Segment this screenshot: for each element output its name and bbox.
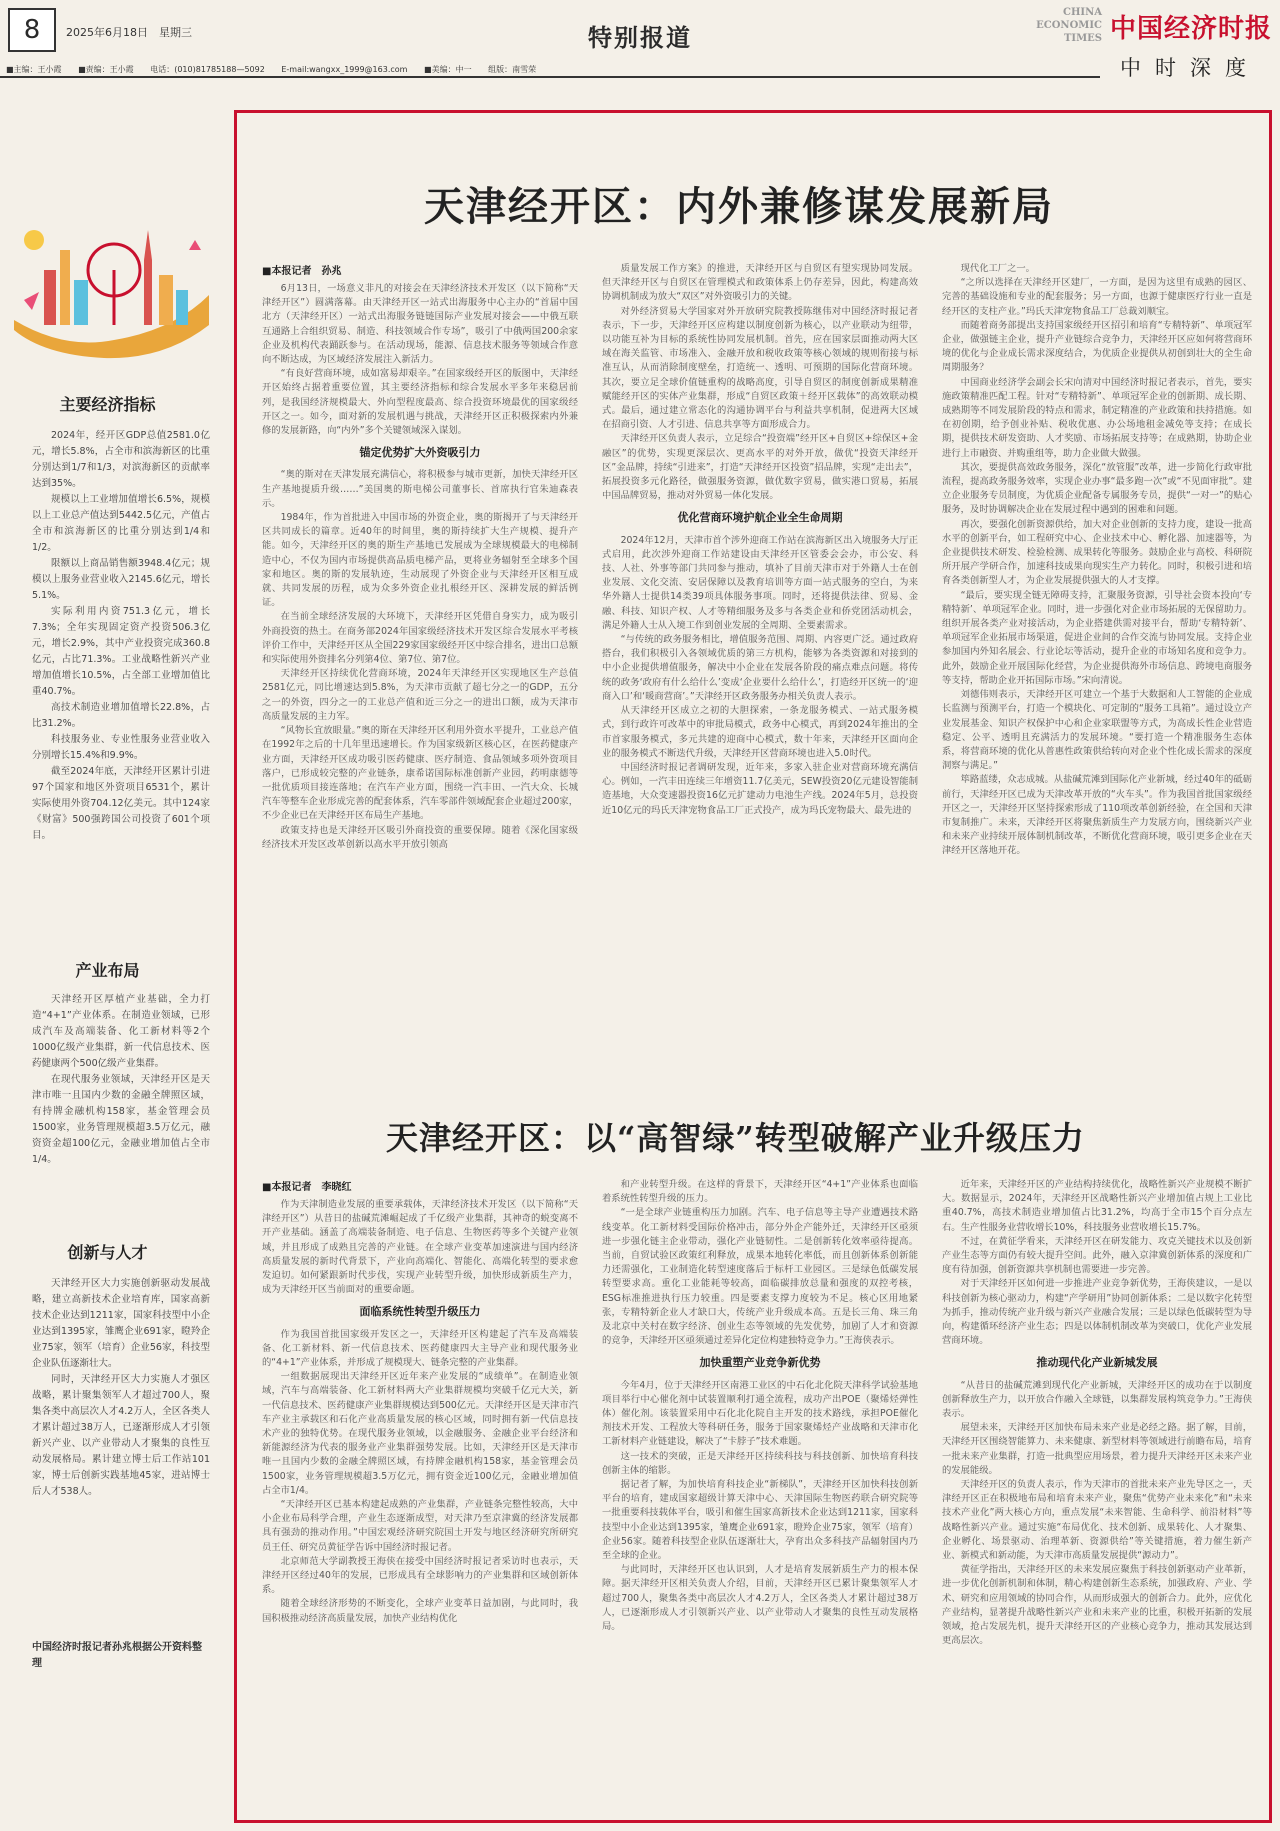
logo-english: CHINA ECONOMIC TIMES	[1036, 7, 1102, 44]
sidebar-heading: 产业布局	[75, 961, 140, 980]
article-paragraph: 中国经济时报记者调研发现，近年来，多家入驻企业对营商环境充满信心。例如，一汽丰田连续三年增资11.7亿美元，SEW投资20亿元建设智能制造基地，大众变速器投资16亿元扩建动力电池生产线。2024年5月，总投资近10亿元的玛氏天津宠物食品工厂正式投产，成为玛氏宠物最大、最先进的	[602, 761, 918, 816]
article-paragraph: 质量发展工作方案》的推进，天津经开区与自贸区有望实现协同发展。但天津经开区与自贸区在管理模式和政策体系上仍存差异，因此，构建高效协调机制成为放大“双区”对外资吸引力的关键。	[602, 263, 918, 303]
article-column	[262, 282, 578, 1077]
article-paragraph: “天津经开区已基本构建起成熟的产业集群，产业链条完整性较高，大中小企业布局科学合理，产业生态逐渐成型，对天津乃至京津冀的经济发展都具有强劲的推动作用。”中国宏观经济研究院国土开发与地区经济研究所研究员王任、研究员黄征学告诉中国经济时报记者。	[262, 1499, 578, 1553]
article-paragraph: 而随着商务部提出支持国家级经开区招引和培育“专精特新”、单项冠军企业，做强链主企业，提升产业链综合竞争力，天津经开区应如何将营商环境的优化与企业成长需求深度结合，为优质企业提供从初创到壮大的全生命周期服务？	[942, 319, 1252, 374]
article-paragraph: 展望未来，天津经开区加快布局未来产业是必经之路。据了解，目前，天津经开区围绕智能算力、未来健康、新型材料等领域进行前瞻布局，培育一批未来产业集群，打造一批典型应用场景，着力提升天津经开区未来产业的发展能级。	[942, 1422, 1252, 1476]
article-paragraph: 再次，要强化创新资源供给，加大对企业创新的支持力度，建设一批高水平的创新平台，如工程研究中心、企业技术中心、孵化器、加速器等，为企业提供技术研发、检验检测、成果转化等服务。鼓励企业与高校、科研院所开展产学研合作，加速科技成果向现实生产力转化。同时，积极引进和培育各类创新型人才，为企业发展提供强大的人才支撑。	[942, 518, 1252, 587]
sidebar-heading: 主要经济指标	[59, 395, 156, 414]
article-paragraph: 对于天津经开区如何进一步推进产业竞争新优势，王海侠建议，一是以科技创新为核心驱动力，构建“产学研用”协同创新体系；二是以数字化转型为抓手，推动传统产业升级与新兴产业融合发展；三是以绿色低碳转型为导向，构建循环经济产业生态；四是以体制机制改革为突破口，优化产业发展营商环境。	[942, 1278, 1252, 1347]
sidebar-paragraph: 天津经开区大力实施创新驱动发展战略，建立高新技术企业培育库，国家高新技术企业达到1211家，国家科技型中小企业达到1395家，雏鹰企业691家，瞪羚企业75家，领军（培育）企业56家，科技型企业队伍逐渐壮大。	[32, 1278, 210, 1369]
article-paragraph: 1984年，作为首批进入中国市场的外资企业，奥的斯揭开了与天津经开区共同成长的篇章。近40年的时间里，奥的斯持续扩大生产规模、提升产能。如今，天津经开区的奥的斯生产基地已发展成为全球规模最大的电梯制造中心，不仅为国内市场提供高品质电梯产品，更将业务辐射至全球多个国家和地区。奥的斯的发展轨迹，生动展现了外资企业与天津经开区相互成就、共同发展的历程，成为众多外资企业扎根经开区、深耕发展的鲜活例证。	[262, 512, 578, 609]
sidebar-paragraph: 同时，天津经开区大力实施人才强区战略，累计聚集领军人才超过700人，聚集各类中高层次人才4.2万人，全区各类人才累计超过38万人，已逐渐形成人才引领新兴产业、以产业带动人才聚集的良性互动发展格局。累计建立博士后工作站101家，博士后创新实践基地45家，进站博士后人才538人。	[32, 1374, 210, 1497]
page-number: 8	[8, 8, 56, 52]
article-paragraph: 对外经济贸易大学国家对外开放研究院教授陈继伟对中国经济时报记者表示，下一步，天津经开区应构建以制度创新为核心，以产业联动为纽带，以功能互补为目标的系统性协同发展机制。首先，应在国家层面推动两大区域在海关监管、市场准入、金融开放和税收政策等核心领域的规则衔接与标准互认，从而消除制度壁垒，打造统一、透明、可预期的国际化营商环境。其次，要立足全球价值链重构的战略高度，引导自贸区的制度创新成果精准赋能经开区的实体产业集群，形成“自贸区政策＋经开区载体”的高效联动模式。最后，通过建立常态化的沟通协调平台与利益共享机制，促进两大区域在招商引资、人才引进、信息共享等方面形成合力。	[602, 305, 918, 431]
article-headline: 天津经开区：内外兼修谋发展新局	[424, 183, 1054, 230]
article-paragraph: 这一技术的突破，正是天津经开区持续科技与科技创新、加快培育科技创新主体的缩影。	[602, 1450, 918, 1476]
sidebar-text	[32, 992, 210, 1168]
credit-item: E-mail:wangxx_1999@163.com	[281, 65, 408, 74]
article-paragraph: 中国商业经济学会副会长宋向清对中国经济时报记者表示，首先，要实施政策精准匹配工程。针对“专精特新”、单项冠军企业的创新期、成长期、成熟期等不同发展阶段的特点和需求，制定精准的产业政策和扶持措施。如在初创期，给予创业补贴、税收优惠、办公场地租金减免等支持；在成长期，提供技术研发资助、人才奖励、市场拓展支持等；在成熟期，协助企业进行上市融资、并购重组等，助力企业做大做强。	[942, 376, 1252, 459]
article-paragraph: 黄征学指出，天津经开区的未来发展应聚焦于科技创新驱动产业革新，进一步优化创新机制和体制，精心构建创新生态系统，加强政府、产业、学术、研究和应用领域的协同合作，从而形成强大的创新合力。此外，应优化产业结构，显著提升战略性新兴产业和未来产业的比重，积极开拓新的发展领域，抢占发展先机，提升天津经开区的产业核心竞争力，推动其发展达到更高层次。	[942, 1564, 1252, 1647]
article-paragraph: 刘德伟则表示，天津经开区可建立一个基于大数据和人工智能的企业成长监测与预测平台，打造一个模块化、可定制的“服务工具箱”。通过设立产业发展基金、知识产权保护中心和企业家联盟等方式，为高成长性企业营造稳定、公平、透明且充满活力的发展环境。“要打造一个精准服务生态体系，将营商环境的优化从普惠性政策供给转向对企业个性化成长需求的深度洞察与满足。”	[942, 689, 1252, 772]
sidebar-paragraph: 高技术制造业增加值增长22.8%，占比31.2%。	[32, 702, 210, 729]
article-paragraph: 今年4月，位于天津经开区南港工业区的中石化北化院天津科学试验基地项目举行中心催化剂中试装置顺利打通全流程，成功产出POE（聚烯烃弹性体）催化剂。该装置采用中石化北化院自主开发的技术路线，承担POE催化剂技术开发、工程放大等科研任务，服务于国家聚烯烃产业战略和天津市化工新材料产业链建设，解决了“卡脖子”技术难题。	[602, 1379, 918, 1448]
article-paragraph: “有良好营商环境，成如富易却艰辛。”在国家级经开区的版图中，天津经开区始终占据着重要位置，其主要经济指标和综合发展水平多年来稳居前列，是我国经济规模最大、外向型程度最高、综合投资环境最优的国家级经开区之一。如今，面对新的发展机遇与挑战，天津经开区正积极探索内外兼修的发展新路，向“内外”多个关键领域深入谋划。	[262, 368, 578, 437]
article-subheading: 推动现代化产业新城发展	[1036, 1356, 1158, 1370]
article-column	[942, 262, 1252, 1077]
article-column	[942, 1178, 1252, 1808]
sidebar-paragraph: 规模以上工业增加值增长6.5%，规模以上工业总产值达到5442.5亿元，产值占全市和滨海新区的比重分别达到1/4和1/2。	[32, 494, 210, 553]
sidebar-paragraph: 截至2024年底，天津经开区累计引进97个国家和地区外资项目6531个，累计实际使用外资704.12亿美元。其中124家《财富》500强跨国公司投资了601个项目。	[32, 766, 210, 841]
article-subheading: 面临系统性转型升级压力	[359, 1305, 481, 1319]
sidebar-paragraph: 在现代服务业领域，天津经开区是天津市唯一且国内少数的金融全牌照区域，有持牌金融机构158家，基金管理会员1500家，业务管理规模超3.5万亿元，融资资金超100亿元，金融业增加值占全市1/4。	[32, 1074, 210, 1165]
sidebar-paragraph: 天津经开区厚植产业基础，全力打造“4+1”产业体系。在制造业领域，已形成汽车及高端装备、化工新材料等2个1000亿级产业集群，新一代信息技术、医药健康两个500亿级产业集群。	[32, 994, 210, 1069]
article-byline: ■本报记者 李晓红	[262, 1182, 352, 1193]
article-paragraph: 北京师范大学副教授王海侠在接受中国经济时报记者采访时也表示，天津经开区经过40年的发展，已形成具有全球影响力的产业集群和区域创新体系。	[262, 1555, 578, 1596]
sidebar-source-note: 中国经济时报记者孙兆根据公开资料整理	[32, 1642, 202, 1669]
article-paragraph: 筚路蓝缕，众志成城。从盐碱荒滩到国际化产业新城，经过40年的砥砺前行，天津经开区已成为天津改革开放的“火车头”。作为我国首批国家级经开区之一，天津经开区坚持探索形成了110项改革创新经验，在全国和天津市复制推广。未来，天津经开区将聚焦新质生产力发展方向，围绕新兴产业和未来产业持续开展体制机制改革，不断优化营商环境，吸引更多企业在天津经开区落地开花。	[942, 774, 1252, 857]
article-paragraph: “从昔日的盐碱荒滩到现代化产业新城，天津经开区的成功在于以制度创新释放生产力，以开放合作融入全球链，以集群发展构筑竞争力。”王海侠表示。	[942, 1379, 1252, 1420]
article-paragraph: 天津经开区的负责人表示，作为天津市的首批未来产业先导区之一，天津经开区正在积极地布局和培育未来产业，聚焦“优势产业未来化”和“未来技术产业化”两大核心方向，重点发展“未来智能、生命科学、前沿材料”等战略性新兴产业。通过实施“布局优化、技术创新、成果转化、人才聚集、企业孵化、场景驱动、治理革新、资源供给”等关键措施，着力催生新产业、新模式和新动能，为天津市高质量发展提供“源动力”。	[942, 1479, 1252, 1562]
article-paragraph: 政策支持也是天津经开区吸引外商投资的重要保障。随着《深化国家级经济技术开发区改革创新以高水平开放引领高	[262, 824, 578, 850]
article-paragraph: 其次，要提供高效政务服务，深化“放管服”改革，进一步简化行政审批流程，提高政务服务效率，实现企业办事“最多跑一次”或“不见面审批”。建立企业服务专员制度，为优质企业配备专属服务专员，提供“一对一”的贴心服务，及时协调解决企业在发展过程中遇到的困难和问题。	[942, 461, 1252, 516]
article-paragraph: “一是全球产业链重构压力加剧。汽车、电子信息等主导产业遭遇技术路线变革。化工新材料受国际价格冲击，部分外企产能外迁，天津经开区亟须进一步强化链主企业带动，强化产业链韧性。二是创新转化效率亟待提高。当前，自贸试验区政策红利释放，成果本地转化率低，而且创新体系创新能力还需强化，工业制造化转型速度落后于标杆工业园区。三是绿色低碳发展转型要求高。重化工业能耗等较高，面临碳排放总量和强度的双控考核，ESG标准推进执行压力较重。四是要素支撑力度较为不足。核心区用地紧张，专精特新企业人才缺口大，传统产业升级成本高。五是长三角、珠三角及北京中关村在数字经济、创业生态等领域的先发优势，加剧了人才和资源的竞争，天津经开区亟须通过差异化定位构建独特竞争力。”王海侠表示。	[602, 1207, 918, 1347]
article-paragraph: 天津经开区负责人表示，立足综合“投资端”经开区+自贸区+综保区+金融区”的优势，实现更深层次、更高水平的对外开放，做优“投资天津经开区”金品牌，持续“引进来”，打造“天津经开区投资”招品牌，实现“走出去”，拓展投资多元化路径，做强服务资源，做优数字贸易，做实港口贸易，拓展中国品牌贸易，推动对外贸易一体化发展。	[602, 433, 918, 502]
article-paragraph: 作为我国首批国家级开发区之一，天津经开区构建起了汽车及高端装备、化工新材料、新一代信息技术、医药健康四大主导产业和现代服务业的“4+1”产业体系，并形成了规模现大、链条完整的产业集群。	[262, 1328, 578, 1369]
credit-item: ■美编：中一	[424, 65, 472, 74]
article-paragraph: 现代化工厂之一。	[960, 263, 1035, 274]
article-paragraph: 2024年12月，天津市首个涉外迎商工作站在滨海新区出入境服务大厅正式启用，此次涉外迎商工作站建设由天津经开区管委会会办，市公安、科技、人社、外事等部门共同参与推动，填补了目前天津市对于外籍人士在创业发展、文化交流、安居保障以及教育培训等方面一站式服务的空白，为来华外籍人士提供14类39项具体服务事项。同时，还将提供法律、贸易、金融、科技、知识产权、人才等精细服务及多与各类企业和侨党团活动机会，满足外籍人士从入境工作到创业发展的全周期、全要素需求。	[602, 534, 918, 631]
sidebar-paragraph: 限额以上商品销售额3948.4亿元；规模以上服务业营业收入2145.6亿元，增长5.1%。	[32, 558, 210, 601]
article-paragraph: 天津经开区持续优化营商环境，2024年天津经开区实现地区生产总值2581亿元，同比增速达到5.8%，为天津市贡献了超七分之一的GDP，五分之一的外资，四分之一的工业总产值和近三分之一的进出口额，成为天津市高质量发展的主力军。	[262, 668, 578, 722]
article-paragraph: “风物长宜放眼量。”奥的斯在天津经开区利用外资水平提升，工业总产值在1992年之后的十几年里迅速增长。作为国家级新区核心区，在医药健康产业方面，天津经开区成功吸引医药健康、医疗制造、食品领域多项外资项目落户，已形成较完整的产业链条，康希诺国际标准创新产业园，药明康德等一批优质项目接连落地；在汽车产业方面，围绕一汽丰田、一汽大众、长城汽车等整车企业形成完善的配套体系，汽车零部件领域配套企业超过200家，不少企业已在天津经开区布局生产基地。	[262, 725, 578, 822]
sidebar	[0, 180, 215, 1820]
article-paragraph: 作为天津制造业发展的重要承载体，天津经济技术开发区（以下简称“天津经开区”）从昔日的盐碱荒滩崛起成了千亿级产业集群，其神奇的蜕变离不开产业基础。涵盖了高端装备制造、电子信息、生物医药等多个关键产业领域，并且形成了成熟且完善的产业链。在全球产业变革加速演进与国内经济高质量发展的新时代背景下，产业向高端化、智能化、高端化转型的要求愈发迫切。如何紧跟新时代步伐，实现产业转型升级，加快形成新质生产力，成为天津经开区当前面对的重要命题。	[262, 1199, 578, 1296]
credit-item: ■责编：王小霞	[78, 65, 134, 74]
sidebar-text	[32, 1276, 210, 1500]
article-paragraph: 6月13日，一场意义非凡的对接会在天津经济技术开发区（以下简称“天津经开区”）圆满落幕。由天津经开区一站式出海服务中心主办的“首届中国北方（天津经开区）一站式出海服务链链国际产业发展对接会——中俄互联互通路上合组织贸易、制造、科技领域合作专场”，吸引了中俄两国200余家企业及机构代表踊跃参与。在活动现场，能源、信息技术服务等领域合作意向不断达成，为区域经济发展注入新活力。	[262, 283, 578, 366]
article-column	[262, 1198, 578, 1808]
article-paragraph: “奥的斯对在天津发展充满信心，将积极参与城市更新，加快天津经开区生产基地提质升级……”美国奥的斯电梯公司董事长、首席执行官朱迪森表示。	[262, 469, 578, 509]
sidebar-heading: 创新与人才	[67, 1243, 148, 1262]
sidebar-paragraph: 实际利用内资751.3亿元，增长7.3%；全年实现固定资产投资506.3亿元，增长2.9%，其中产业投资完成360.8亿元，占比71.3%。工业战略性新兴产业增加值增长10.5%，占全部工业增加值比重40.7%。	[32, 606, 210, 697]
article-paragraph: “与传统的政务服务相比，增值服务范围、周期、内容更广泛。通过政府搭台，我们积极引入各领域优质的第三方机构，能够为各类资源和对接到的中小企业提供增值服务，解决中小企业在发展各阶段的痛点难点问题。将传统的政务‘政府有什么给什么’变成‘企业要什么给什么’，打造经开区统一的‘迎商入口’和‘暖商营商’。”天津经开区政务服务办相关负责人表示。	[602, 634, 918, 702]
masthead	[0, 0, 1280, 80]
article-paragraph: 不过，在黄征学看来，天津经开区在研发能力、攻克关键技术以及创新产业生态等方面仍有较大提升空间。此外，融入京津冀创新体系的深度和广度有待加强，创新资源共享机制也需要进一步完善。	[942, 1235, 1252, 1276]
article-paragraph: 与此同时，天津经开区也认识到，人才是培育发展新质生产力的根本保障。据天津经开区相关负责人介绍，目前，天津经开区已累计聚集领军人才超过700人，聚集各类中高层次人才4.2万人，全区各类人才累计超过38万人，已逐渐形成人才引领新兴产业、以产业带动人才聚集的良性互动发展格局。	[602, 1564, 918, 1633]
article-subheading: 加快重塑产业竞争新优势	[699, 1356, 821, 1370]
newspaper-logo: 中国经济时报	[1110, 14, 1273, 44]
article-subheading: 优化营商环境护航企业全生命周期	[677, 511, 843, 525]
article-column	[602, 262, 918, 1077]
article-paragraph: 近年来，天津经开区的产业结构持续优化，战略性新兴产业规模不断扩大。数据显示，2024年，天津经开区战略性新兴产业增加值占规上工业比重40.7%，高技术制造业增加值占比31.2%，均高于全市15个百分点左右。生产性服务业营收增长10%，科技服务业营收增长15.7%。	[942, 1179, 1252, 1233]
article-subheading: 锚定优势扩大外资吸引力	[359, 446, 481, 460]
section-title: 特别报道	[588, 23, 692, 52]
article-paragraph: 一组数据展现出天津经开区近年来产业发展的“成绩单”。在制造业领域，汽车与高端装备、化工新材料两大产业集群规模均突破千亿元大关，新一代信息技术、医药健康产业集群规模达到500亿元。天津经开区是天津市汽车产业主承载区和石化产业高质量发展的核心区域，同时拥有新一代信息技术产业的独特优势。在现代服务业领域，以金融服务、金融企业平台经济和新能源经济为代表的服务业产业集群强势发展。比如，天津经开区是天津市唯一且国内少数的金融全牌照区域，有持牌金融机构158家，基金管理会员1500家，业务管理规模超3.5万亿元，拥有资金近100亿元，金融业增加值占全市1/4。	[262, 1371, 578, 1496]
credit-item: 组版：南雪荣	[488, 65, 537, 74]
article-paragraph: 在当前全球经济发展的大环境下，天津经开区凭借自身实力，成为吸引外商投资的热土。在商务部2024年国家级经济技术开发区综合发展水平考核评价工作中，天津经开区从全国229家国家级经开区中综合排名，进出口总额和实际使用外资排名分列第4位、第7位、第7位。	[262, 611, 578, 666]
credit-item: 电话：(010)81785188—5092	[150, 65, 265, 74]
issue-date: 2025年6月18日 星期三	[66, 26, 192, 39]
article-headline: 天津经开区：以“高智绿”转型破解产业升级压力	[386, 1119, 1085, 1157]
column-name: 中时深度	[1120, 56, 1260, 80]
article-paragraph: “最后，要实现全链无障碍支持，汇聚服务资源，引导社会资本投向‘专精特新’、单项冠军企业。同时，进一步强化对企业市场拓展的无保留助力。组织开展各类产业对接活动，为企业搭建供需对接平台，帮助‘专精特新’、单项冠军企业拓展市场渠道，促进企业间的合作交流与协同发展。支持企业参加国内外知名展会、行业论坛等活动，提升企业的市场知名度和竞争力。此外，鼓励企业开展国际化经营，为企业提供海外市场信息、跨境电商服务等支持，帮助企业开拓国际市场。”宋向清说。	[942, 589, 1252, 686]
editor-credits	[0, 62, 1100, 78]
article-byline: ■本报记者 孙兆	[262, 266, 342, 277]
tianjin-skyline-illustration	[4, 200, 219, 360]
article-paragraph: “之所以选择在天津经开区建厂，一方面，是因为这里有成熟的园区、完善的基础设施和专业的配套服务；另一方面，也源于健康医疗行业一直是经开区的支柱产业。”玛氏天津宠物食品工厂总裁刘顺宝。	[942, 277, 1252, 317]
article-paragraph: 据记者了解，为加快培育科技企业“新梯队”，天津经开区加快科技创新平台的培育，建成国家超级计算天津中心、天津国际生物医药联合研究院等一批重要科技载体平台，吸引和催生国家高新技术企业达到1211家，国家科技型中小企业达到1395家，雏鹰企业691家，瞪羚企业75家，领军（培育）企业56家。随着科技型企业队伍逐渐壮大，孕育出众多科技产品辐射国内乃至全球的企业。	[602, 1479, 918, 1562]
article-paragraph: 从天津经开区成立之初的大胆探索，一条龙服务模式、一站式服务模式，到行政许可改革中的审批局模式，政务中心模式，再到2024年推出的全市首家服务模式，多元共建的迎商中心模式，数十年来，天津经开区面向企业的服务模式不断迭代升级，天津经开区营商环境也进入5.0时代。	[602, 705, 918, 759]
article-paragraph: 随着全球经济形势的不断变化，全球产业变革日益加剧，与此同时，我国积极推动经济高质量发展，加快产业结构优化	[262, 1598, 578, 1624]
sidebar-text	[32, 428, 210, 844]
credit-item: ■主编：王小霞	[6, 65, 62, 74]
article-column	[602, 1178, 918, 1808]
sidebar-paragraph: 2024年，经开区GDP总值2581.0亿元，增长5.8%，占全市和滨海新区的比重分别达到1/7和1/3，对滨海新区的贡献率达到35%。	[32, 430, 210, 489]
article-paragraph: 和产业转型升级。在这样的背景下，天津经开区“4+1”产业体系也面临着系统性转型升级的压力。	[602, 1179, 918, 1205]
sidebar-paragraph: 科技服务业、专业性服务业营业收入分别增长15.4%和9.9%。	[32, 734, 210, 761]
